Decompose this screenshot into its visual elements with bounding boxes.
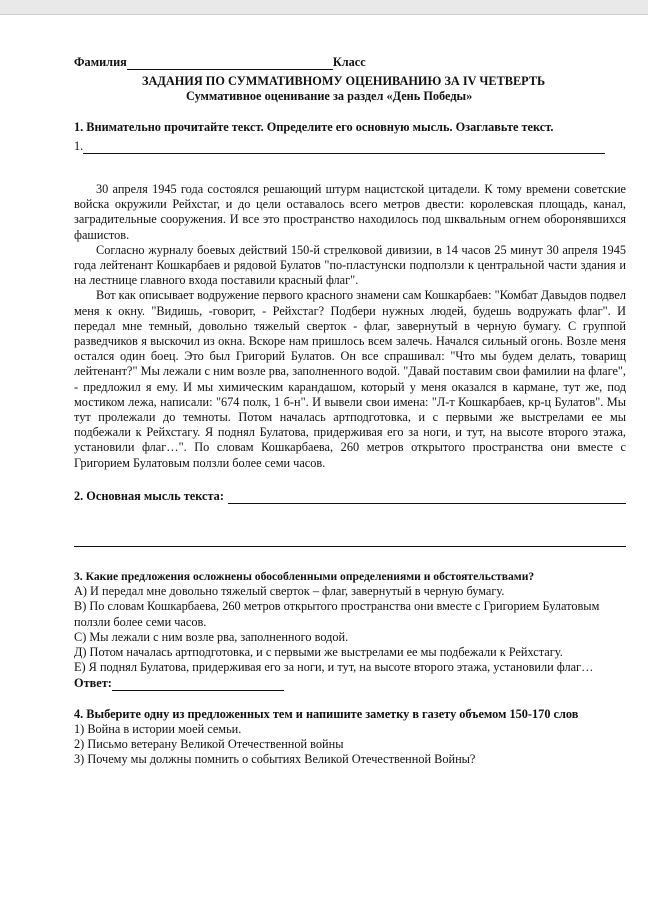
task3-answer-line[interactable] xyxy=(112,678,284,691)
task2-answer-line[interactable] xyxy=(228,491,626,504)
worksheet-page xyxy=(74,55,626,768)
text-paragraph-2: Согласно журналу боевых действий 150-й стрелковой дивизии, в 14 часов 25 минут 30 апреля 1945 года лейтенант Кошкарбаев и рядовой Булатов "по-пластунски подползли к центральной части здания и на лестнице главного входа поставили красный флаг". xyxy=(74,242,626,288)
task1-answer-prefix: 1. xyxy=(74,138,84,153)
surname-blank[interactable] xyxy=(127,57,333,70)
task3-option-c: С) Мы лежали с ним возле рва, заполненного водой. xyxy=(74,629,349,644)
task3-question: 3. Какие предложения осложнены обособленными определениями и обстоятельствами? xyxy=(74,570,535,584)
task3-answer-label: Ответ: xyxy=(74,675,112,690)
page-subtitle: Суммативное оценивание за раздел «День Победы» xyxy=(186,89,473,104)
task1-answer-line[interactable] xyxy=(83,141,605,154)
task2-row xyxy=(74,489,626,504)
page-title: ЗАДАНИЯ ПО СУММАТИВНОМУ ОЦЕНИВАНИЮ ЗА IV ЧЕТВЕРТЬ xyxy=(142,74,546,89)
task3-option-a: А) И передал мне довольно тяжелый сверток – флаг, завернутый в черную бумагу. xyxy=(74,584,505,599)
task4-topic-2: 2) Письмо ветерану Великой Отечественной войны xyxy=(74,737,344,752)
task1-question: 1. Внимательно прочитайте текст. Определите его основную мысль. Озаглавьте текст. xyxy=(74,119,554,134)
task3-answer-row xyxy=(74,676,626,691)
class-label: Класс xyxy=(332,55,366,69)
name-class-row xyxy=(74,55,626,70)
task2-question: 2. Основная мысль текста: xyxy=(74,488,224,503)
task4-topic-1: 1) Война в истории моей семьи. xyxy=(74,721,242,736)
top-toolbar-strip xyxy=(0,0,648,15)
text-paragraph-3: Вот как описывает водружение первого красного знамени сам Кошкарбаев: "Комбат Давыдов подвел меня к окну. "Видишь, -говорит, - Рейхстаг? Подбери нужных людей, будешь водружать флаг". И передал мне темный, довольно тяжелый сверток - флаг, завернутый в черную бумагу. С группой разведчиков я выскочил из окна. Вскоре нам пришлось всем залечь. Начался сильный огонь. Возле меня остался один боец. Это был Григорий Булатов. Он все спрашивал: "Что мы будем делать, товарищ лейтенант?" Мы лежали с ним возле рва, заполненного водой. "Давай поставим свои фамилии на флаге", - предложил я ему. И мы химическим карандашом, который у меня оказался в кармане, тут же, под мостиком лежа, написали: "674 полк, 1 б-н". И вывели свои имена: "Л-т Кошкарбаев, кр-ц Булатов". Мы тут пролежали до темноты. Потом началась артподготовка, и с первыми же выстрелами ее мы подбежали к Рейхстагу. Я поднял Булатова, придерживая его за ноги, и тут, на высоте второго этажа, установили флаг…". По словам Кошкарбаева, 260 метров открытого пространства они вместе с Григорием Булатовым ползли более семи часов. xyxy=(74,288,626,470)
task2-answer-line-2[interactable] xyxy=(74,546,626,547)
task1-answer-row xyxy=(74,139,626,154)
text-paragraph-1: 30 апреля 1945 года состоялся решающий штурм нацистской цитадели. К тому времени советские войска окружили Рейхстаг, и до цели оставалось всего метров двести: королевская площадь, канал, заградительные сооружения. И все это пространство находилось под шквальным огнем оборонявшихся фашистов. xyxy=(74,182,626,242)
task4-question: 4. Выберите одну из предложенных тем и напишите заметку в газету объемом 150-170 слов xyxy=(74,706,579,721)
task3-option-d: Д) Потом началась артподготовка, и с первыми же выстрелами ее мы подбежали к Рейхстагу. xyxy=(74,645,563,660)
surname-label: Фамилия xyxy=(74,55,127,69)
task3-option-b: В) По словам Кошкарбаева, 260 метров открытого пространства они вместе с Григорием Булатовым ползли более семи часов. xyxy=(74,599,600,629)
task3-option-e: Е) Я поднял Булатова, придерживая его за ноги, и тут, на высоте второго этажа, установили флаг… xyxy=(74,660,594,675)
task4-topic-3: 3) Почему мы должны помнить о событиях Великой Отечественной Войны? xyxy=(74,752,476,767)
